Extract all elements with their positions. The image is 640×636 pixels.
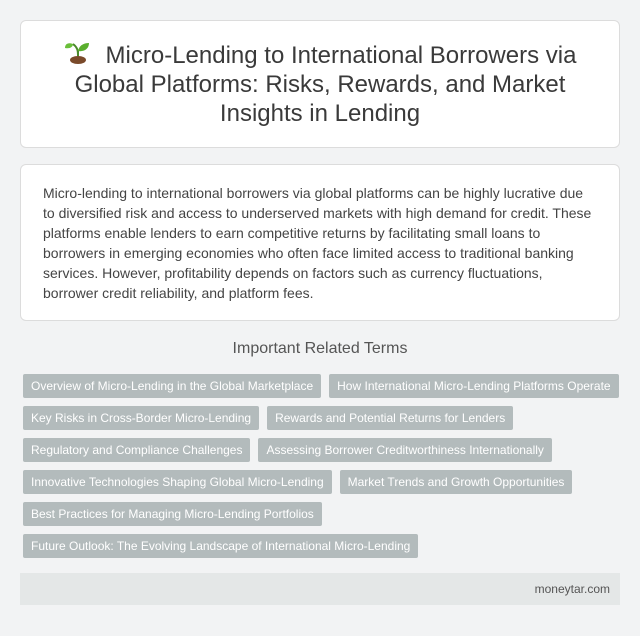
title-card: [20, 20, 620, 148]
footer-bar: [20, 573, 620, 605]
related-term-tag[interactable]: Future Outlook: The Evolving Landscape of International Micro-Lending: [23, 534, 418, 558]
related-term-tag[interactable]: Key Risks in Cross-Border Micro-Lending: [23, 406, 259, 430]
tag-row: [23, 438, 623, 462]
summary-text: Micro-lending to international borrowers via global platforms can be highly lucrative due to diversified risk and access to underserved markets with high demand for credit. These platforms enable lenders to earn competitive returns by facilitating small loans to borrowers in emerging economies who often face limited access to traditional banking services. However, profitability depends on factors such as currency fluctuations, borrower credit reliability, and platform fees.: [43, 185, 592, 301]
tag-row: [23, 534, 623, 558]
related-term-tag[interactable]: Rewards and Potential Returns for Lenders: [267, 406, 513, 430]
related-term-tag[interactable]: Best Practices for Managing Micro-Lending Portfolios: [23, 502, 322, 526]
page-title: [40, 40, 600, 128]
tag-row: [23, 374, 623, 398]
site-name[interactable]: moneytar.com: [534, 582, 610, 596]
page-title-text: Micro-Lending to International Borrowers via Global Platforms: Risks, Rewards, and Market Insights in Lending: [74, 42, 577, 127]
tag-row: [23, 502, 623, 526]
tag-row: [23, 470, 623, 494]
tag-row: [23, 406, 623, 430]
related-term-tag[interactable]: Market Trends and Growth Opportunities: [340, 470, 573, 494]
related-term-tag[interactable]: How International Micro-Lending Platforms Operate: [329, 374, 618, 398]
related-term-tag[interactable]: Overview of Micro-Lending in the Global Marketplace: [23, 374, 321, 398]
related-term-tag[interactable]: Regulatory and Compliance Challenges: [23, 438, 250, 462]
summary-card: [20, 164, 620, 321]
related-terms-heading: Important Related Terms: [232, 340, 408, 357]
related-terms-list: [23, 374, 623, 566]
related-term-tag[interactable]: Assessing Borrower Creditworthiness Internationally: [258, 438, 551, 462]
related-term-tag[interactable]: Innovative Technologies Shaping Global Micro-Lending: [23, 470, 332, 494]
sprout-icon: [64, 40, 92, 66]
